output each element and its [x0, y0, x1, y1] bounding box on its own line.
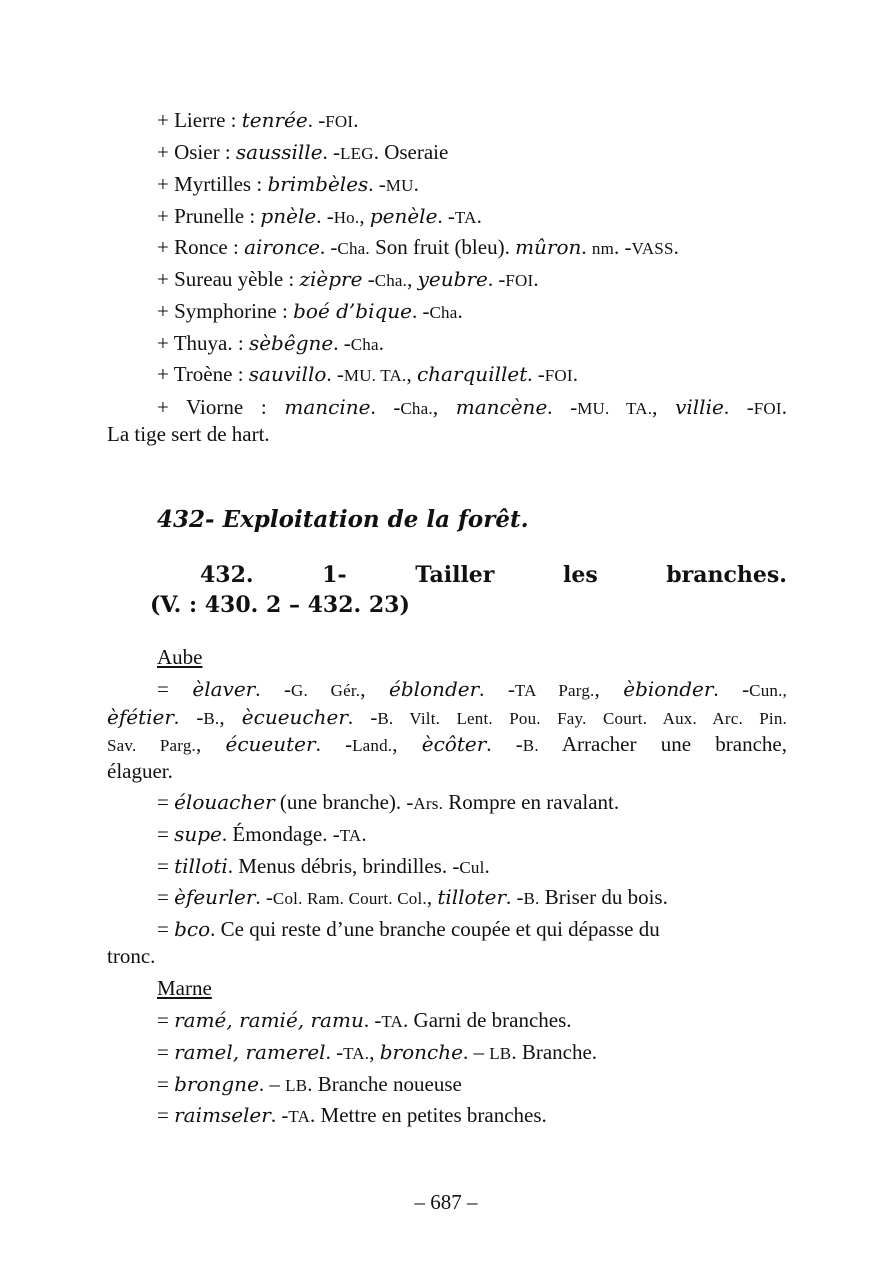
aube-entry-5: = èfeurler. -Col. Ram. Court. Col., tilloter. -B. Briser du bois.: [157, 885, 668, 909]
subsection-title: 432. 1- Tailler les branches.: [200, 562, 787, 588]
aube-entry-4: = tilloti. Menus débris, brindilles. -Cul.: [157, 854, 490, 878]
aube-entry-1-line-4: élaguer.: [107, 759, 173, 783]
entry-sureau: + Sureau yèble : zièpre -Cha., yeubre. -FOI.: [157, 267, 539, 291]
aube-entry-1-line-2: èfétier. -B., ècueucher. -B. Vilt. Lent. Pou. Fay. Court. Aux. Arc. Pin.: [107, 705, 788, 729]
marne-entry-2: = ramel, ramerel. -TA., bronche. – LB. Branche.: [157, 1040, 598, 1064]
section-title: 432- Exploitation de la forêt.: [157, 506, 529, 533]
marne-entry-4: = raimseler. -TA. Mettre en petites branches.: [157, 1103, 547, 1127]
entry-viorne-continuation: La tige sert de hart.: [107, 422, 270, 446]
entry-viorne: + Viorne : mancine. -Cha., mancène. -MU. TA., villie. -FOI.: [157, 395, 787, 419]
aube-entry-6-continuation: tronc.: [107, 944, 156, 968]
aube-entry-1-line-3: Sav. Parg., écueuter. -Land., ècôter. -B. Arracher une branche,: [107, 732, 788, 756]
page-number: – 687 –: [414, 1190, 478, 1214]
aube-entry-6: = bco. Ce qui reste d’une branche coupée et qui dépasse du: [157, 917, 660, 941]
subsection-reference: (V. : 430. 2 – 432. 23): [150, 592, 410, 618]
region-label-marne: Marne: [157, 976, 212, 1000]
entry-symphorine: + Symphorine : boé d’bique. -Cha.: [157, 299, 463, 323]
region-label-aube: Aube: [157, 645, 203, 669]
marne-entry-1: = ramé, ramié, ramu. -TA. Garni de branches.: [157, 1008, 572, 1032]
entry-lierre: + Lierre : tenrée. -FOI.: [157, 108, 359, 132]
entry-ronce: + Ronce : aironce. -Cha. Son fruit (bleu). mûron. nm. -VASS.: [157, 235, 679, 259]
marne-entry-3: = brongne. – LB. Branche noueuse: [157, 1072, 462, 1096]
entry-osier: + Osier : saussille. -LEG. Oseraie: [157, 140, 449, 164]
entry-thuya: + Thuya. : sèbêgne. -Cha.: [157, 331, 384, 355]
aube-entry-1: = èlaver. -G. Gér., éblonder. -TA Parg., èbionder. -Cun.,: [157, 677, 788, 701]
entry-prunelle: + Prunelle : pnèle. -Ho., penèle. -TA.: [157, 204, 482, 228]
aube-entry-3: = supe. Émondage. -TA.: [157, 822, 367, 846]
aube-entry-2: = élouacher (une branche). -Ars. Rompre en ravalant.: [157, 790, 620, 814]
entry-troene: + Troène : sauvillo. -MU. TA., charquillet. -FOI.: [157, 362, 578, 386]
entry-myrtilles: + Myrtilles : brimbèles. -MU.: [157, 172, 419, 196]
